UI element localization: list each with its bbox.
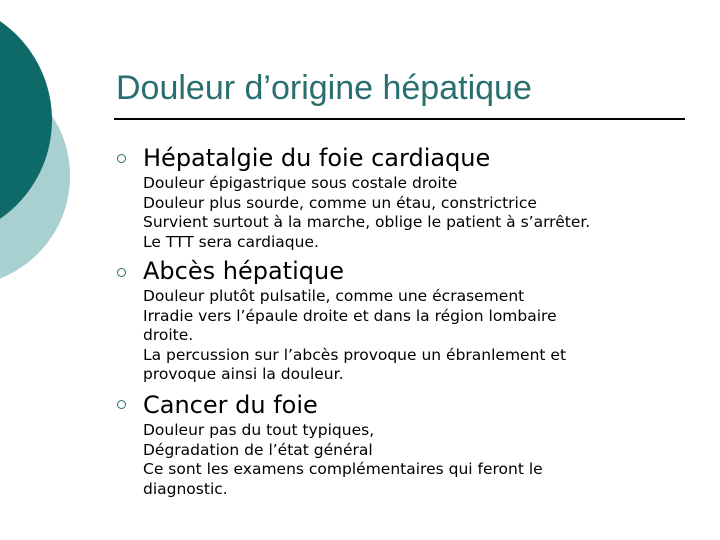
- section-body: [143, 174, 688, 252]
- body-line: Douleur pas du tout typiques,: [143, 421, 375, 439]
- body-line: droite.: [143, 326, 194, 345]
- title-divider: [114, 118, 685, 120]
- body-line: Ce sont les examens complémentaires qui feront le: [143, 460, 543, 479]
- slide-title: Douleur d’origine hépatique: [116, 69, 532, 107]
- body-line: Douleur épigastrique sous costale droite: [143, 174, 458, 192]
- body-line: Dégradation de l’état général: [143, 440, 373, 459]
- body-line: diagnostic.: [143, 479, 228, 498]
- body-line: Survient surtout à la marche, oblige le patient à s’arrêter.: [143, 213, 591, 232]
- body-line: provoque ainsi la douleur.: [143, 365, 344, 384]
- section-heading: Hépatalgie du foie cardiaque: [143, 144, 491, 172]
- section-heading: Cancer du foie: [143, 391, 318, 419]
- circle-bullet-icon: [117, 154, 126, 163]
- circle-bullet-icon: [117, 268, 126, 277]
- section-heading: Abcès hépatique: [143, 257, 344, 285]
- section-body: [143, 287, 688, 385]
- circle-bullet-icon: [117, 400, 126, 409]
- body-line: Douleur plus sourde, comme un étau, constrictrice: [143, 193, 537, 212]
- body-line: Le TTT sera cardiaque.: [143, 232, 319, 251]
- section-body: [143, 421, 688, 499]
- body-line: La percussion sur l’abcès provoque un ébranlement et: [143, 345, 567, 364]
- body-line: Douleur plutôt pulsatile, comme une écrasement: [143, 287, 525, 305]
- body-line: Irradie vers l’épaule droite et dans la région lombaire: [143, 306, 557, 325]
- teal-circle-decoration: [0, 0, 110, 300]
